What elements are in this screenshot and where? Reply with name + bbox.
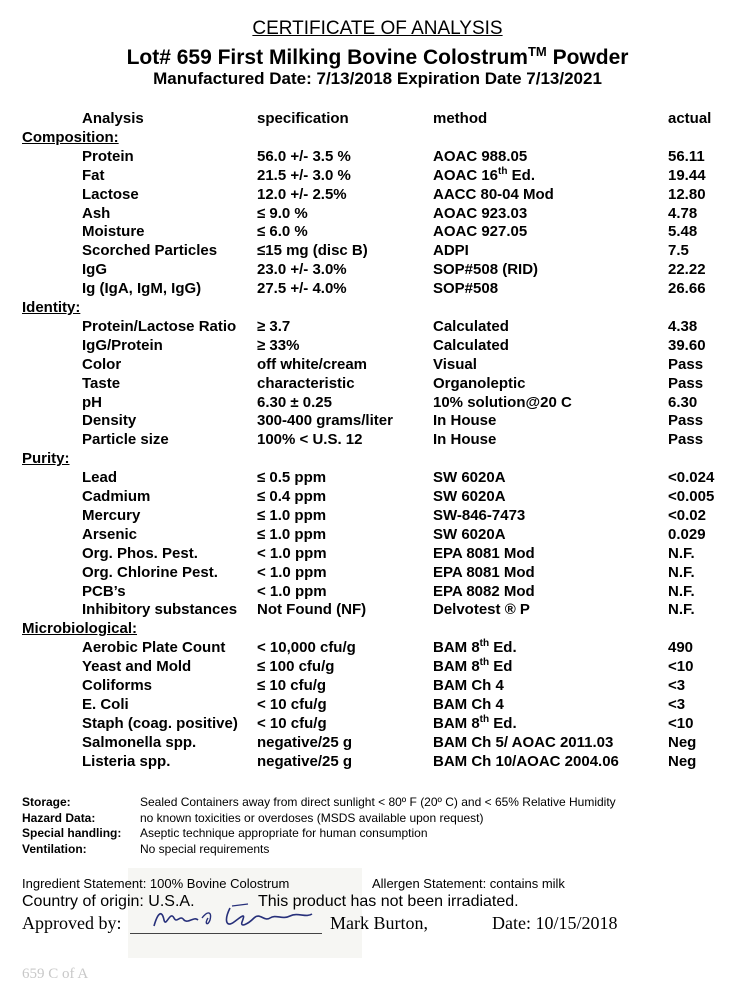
table-row	[0, 431, 755, 450]
actual-cell: <3	[668, 677, 686, 694]
analysis-cell: Yeast and Mold	[82, 658, 192, 676]
method-cell: SW 6020A	[433, 525, 506, 543]
method-cell: 10% solution@20 C	[433, 393, 572, 411]
analysis-cell: Org. Phos. Pest.	[82, 544, 198, 562]
analysis-cell: IgG/Protein	[82, 336, 163, 354]
specification-cell: < 10,000 cfu/g	[257, 639, 356, 657]
specification-cell: < 1.0 ppm	[257, 563, 327, 581]
analysis-cell: Inhibitory substances	[82, 601, 238, 619]
table-row	[0, 205, 755, 224]
analysis-cell: Taste	[82, 374, 121, 392]
specification-cell: characteristic	[257, 374, 355, 392]
table-row	[0, 753, 755, 772]
table-row	[0, 318, 755, 337]
column-header-actual: actual	[668, 110, 712, 127]
table-row	[0, 526, 755, 545]
specification-cell: ≥ 3.7	[257, 317, 291, 335]
method-cell: EPA 8081 Mod	[433, 544, 535, 562]
irradiation-statement: This product has not been irradiated.	[258, 893, 519, 910]
method-cell: EPA 8081 Mod	[433, 563, 535, 581]
specification-cell: 56.0 +/- 3.5 %	[257, 147, 351, 165]
method-cell: AOAC 988.05	[433, 147, 528, 165]
dates-line: Manufactured Date: 7/13/2018 Expiration Date 7/13/2021	[153, 69, 602, 88]
analysis-cell: Color	[82, 355, 122, 373]
table-row	[0, 223, 755, 242]
table-header	[0, 110, 755, 129]
actual-cell: 7.5	[668, 242, 689, 260]
document-footer: 659 C of A	[22, 966, 89, 982]
ingredient-statement: Ingredient Statement: 100% Bovine Colostrum	[22, 876, 290, 891]
specification-cell: 12.0 +/- 2.5%	[257, 185, 347, 203]
approver-name: Mark Burton,	[330, 913, 428, 933]
specification-cell: negative/25 g	[257, 752, 353, 770]
specification-cell: ≤ 10 cfu/g	[257, 677, 327, 694]
analysis-cell: Particle size	[82, 431, 169, 449]
table-row	[0, 337, 755, 356]
method-cell: ADPI	[433, 242, 469, 260]
analysis-cell: Scorched Particles	[82, 242, 218, 260]
analysis-cell: pH	[82, 393, 102, 411]
method-cell: BAM Ch 10/AOAC 2004.06	[433, 752, 619, 770]
allergen-statement: Allergen Statement: contains milk	[372, 876, 565, 891]
table-row	[0, 261, 755, 280]
actual-cell: <3	[668, 695, 686, 713]
note-label: Special handling:	[22, 826, 122, 840]
specification-cell: 27.5 +/- 4.0%	[257, 280, 347, 298]
section-title: Composition:	[22, 128, 119, 146]
approved-by-label: Approved by:	[22, 913, 122, 933]
actual-cell: <0.005	[668, 488, 715, 505]
method-cell: Visual	[433, 355, 477, 373]
approval-date: Date: 10/15/2018	[492, 913, 618, 933]
actual-cell: N.F.	[668, 601, 695, 619]
table-row	[0, 488, 755, 507]
method-cell: BAM 8th Ed	[433, 657, 513, 676]
analysis-cell: Lactose	[82, 185, 139, 203]
analysis-cell: Protein	[82, 147, 134, 165]
method-cell: SW 6020A	[433, 488, 506, 505]
column-header-analysis: Analysis	[82, 110, 144, 127]
analysis-cell: Ig (IgA, IgM, IgG)	[82, 280, 202, 298]
actual-cell: 12.80	[668, 185, 706, 203]
actual-cell: 19.44	[668, 166, 706, 184]
method-cell: SW-846-7473	[433, 506, 526, 524]
section-title: Microbiological:	[22, 620, 138, 638]
actual-cell: <10	[668, 714, 694, 732]
actual-cell: 490	[668, 639, 694, 657]
actual-cell: <0.02	[668, 506, 706, 524]
table-row	[0, 469, 755, 488]
table-row	[0, 601, 755, 620]
method-cell: AOAC 927.05	[433, 223, 528, 241]
method-cell: BAM Ch 4	[433, 677, 504, 694]
analysis-cell: Ash	[82, 204, 111, 222]
table-row	[0, 186, 755, 205]
specification-cell: ≥ 33%	[257, 336, 300, 354]
table-row	[0, 412, 755, 431]
column-header-method: method	[433, 110, 488, 127]
table-row	[0, 356, 755, 375]
section-title: Purity:	[22, 450, 70, 468]
actual-cell: 0.029	[668, 525, 706, 543]
actual-cell: <10	[668, 658, 694, 676]
analysis-cell: Fat	[82, 166, 105, 184]
analysis-cell: Coliforms	[82, 677, 153, 694]
table-row	[0, 639, 755, 658]
note-value: Sealed Containers away from direct sunlight < 80º F (20º C) and < 65% Relative Humidity	[140, 795, 616, 809]
analysis-cell: Org. Chlorine Pest.	[82, 563, 218, 581]
analysis-cell: Arsenic	[82, 525, 138, 543]
specification-cell: ≤ 0.4 ppm	[257, 488, 327, 505]
actual-cell: Pass	[668, 431, 704, 449]
analysis-cell: E. Coli	[82, 695, 129, 713]
actual-cell: Pass	[668, 374, 704, 392]
analysis-cell: Density	[82, 412, 137, 430]
specification-cell: ≤ 6.0 %	[257, 223, 308, 241]
table-row	[0, 545, 755, 564]
analysis-cell: Mercury	[82, 506, 141, 524]
specification-cell: off white/cream	[257, 355, 368, 373]
table-row	[0, 734, 755, 753]
actual-cell: Pass	[668, 355, 704, 373]
actual-cell: 26.66	[668, 280, 706, 298]
actual-cell: N.F.	[668, 544, 695, 562]
note-value: Aseptic technique appropriate for human consumption	[140, 826, 428, 840]
specification-cell: ≤ 100 cfu/g	[257, 658, 335, 676]
specification-cell: ≤ 1.0 ppm	[257, 506, 327, 524]
table-row	[0, 280, 755, 299]
actual-cell: Neg	[668, 752, 697, 770]
specification-cell: Not Found (NF)	[257, 601, 367, 619]
analysis-cell: Lead	[82, 469, 118, 487]
actual-cell: 5.48	[668, 223, 698, 241]
table-row	[0, 167, 755, 186]
specification-cell: < 1.0 ppm	[257, 582, 327, 600]
specification-cell: ≤ 0.5 ppm	[257, 469, 327, 487]
actual-cell: Pass	[668, 412, 704, 430]
method-cell: BAM 8th Ed.	[433, 638, 517, 657]
analysis-cell: Protein/Lactose Ratio	[82, 317, 237, 335]
actual-cell: 39.60	[668, 336, 706, 354]
actual-cell: N.F.	[668, 563, 695, 581]
analysis-cell: PCB’s	[82, 582, 126, 600]
method-cell: SW 6020A	[433, 469, 506, 487]
method-cell: BAM Ch 4	[433, 695, 504, 713]
specification-cell: 21.5 +/- 3.0 %	[257, 166, 351, 184]
specification-cell: ≤15 mg (disc B)	[257, 242, 368, 260]
table-row	[0, 148, 755, 167]
actual-cell: N.F.	[668, 582, 695, 600]
note-value: No special requirements	[140, 841, 270, 856]
table-row	[0, 677, 755, 696]
method-cell: Delvotest ® P	[433, 601, 530, 619]
actual-cell: 4.38	[668, 317, 698, 335]
table-row	[0, 658, 755, 677]
method-cell: In House	[433, 431, 497, 449]
method-cell: BAM Ch 5/ AOAC 2011.03	[433, 733, 614, 751]
country-of-origin: Country of origin: U.S.A.	[22, 893, 195, 910]
analysis-cell: IgG	[82, 261, 107, 279]
column-header-specification: specification	[257, 110, 349, 127]
table-row	[0, 507, 755, 526]
table-row	[0, 564, 755, 583]
analysis-cell: Aerobic Plate Count	[82, 639, 226, 657]
table-row	[0, 715, 755, 734]
specification-cell: < 10 cfu/g	[257, 695, 327, 713]
actual-cell: <0.024	[668, 469, 715, 487]
table-row	[0, 394, 755, 413]
method-cell: SOP#508 (RID)	[433, 261, 539, 279]
specification-cell: < 10 cfu/g	[257, 714, 327, 732]
method-cell: AOAC 16th Ed.	[433, 165, 535, 184]
specification-cell: < 1.0 ppm	[257, 544, 327, 562]
specification-cell: 100% < U.S. 12	[257, 431, 363, 449]
method-cell: AACC 80-04 Mod	[433, 185, 554, 203]
note-label: Storage:	[22, 795, 71, 809]
actual-cell: 6.30	[668, 393, 698, 411]
table-row	[0, 375, 755, 394]
method-cell: BAM 8th Ed.	[433, 713, 517, 732]
specification-cell: 23.0 +/- 3.0%	[257, 261, 347, 279]
method-cell: AOAC 923.03	[433, 204, 528, 222]
specification-cell: 300-400 grams/liter	[257, 412, 393, 430]
method-cell: SOP#508	[433, 280, 499, 298]
method-cell: Organoleptic	[433, 374, 526, 392]
analysis-cell: Listeria spp.	[82, 752, 171, 770]
analysis-cell: Staph (coag. positive)	[82, 714, 238, 732]
specification-cell: 6.30 ± 0.25	[257, 393, 332, 411]
certificate-title: CERTIFICATE OF ANALYSIS	[252, 18, 503, 39]
analysis-cell: Salmonella spp.	[82, 733, 197, 751]
specification-cell: negative/25 g	[257, 733, 353, 751]
specification-cell: ≤ 1.0 ppm	[257, 525, 327, 543]
table-row	[0, 242, 755, 261]
note-label: Hazard Data:	[22, 810, 96, 825]
note-value: no known toxicities or overdoses (MSDS available upon request)	[140, 810, 484, 825]
actual-cell: 56.11	[668, 147, 705, 165]
method-cell: Calculated	[433, 317, 509, 335]
actual-cell: 22.22	[668, 261, 706, 279]
table-row	[0, 583, 755, 602]
actual-cell: 4.78	[668, 204, 698, 222]
note-label: Ventilation:	[22, 841, 87, 856]
product-line: Lot# 659 First Milking Bovine Colostrum™ Powder	[126, 44, 629, 69]
method-cell: In House	[433, 412, 497, 430]
method-cell: Calculated	[433, 336, 509, 354]
method-cell: EPA 8082 Mod	[433, 582, 535, 600]
actual-cell: Neg	[668, 733, 697, 751]
analysis-cell: Cadmium	[82, 488, 151, 505]
section-title: Identity:	[22, 299, 81, 316]
analysis-cell: Moisture	[82, 223, 145, 241]
table-row	[0, 696, 755, 715]
specification-cell: ≤ 9.0 %	[257, 204, 308, 222]
